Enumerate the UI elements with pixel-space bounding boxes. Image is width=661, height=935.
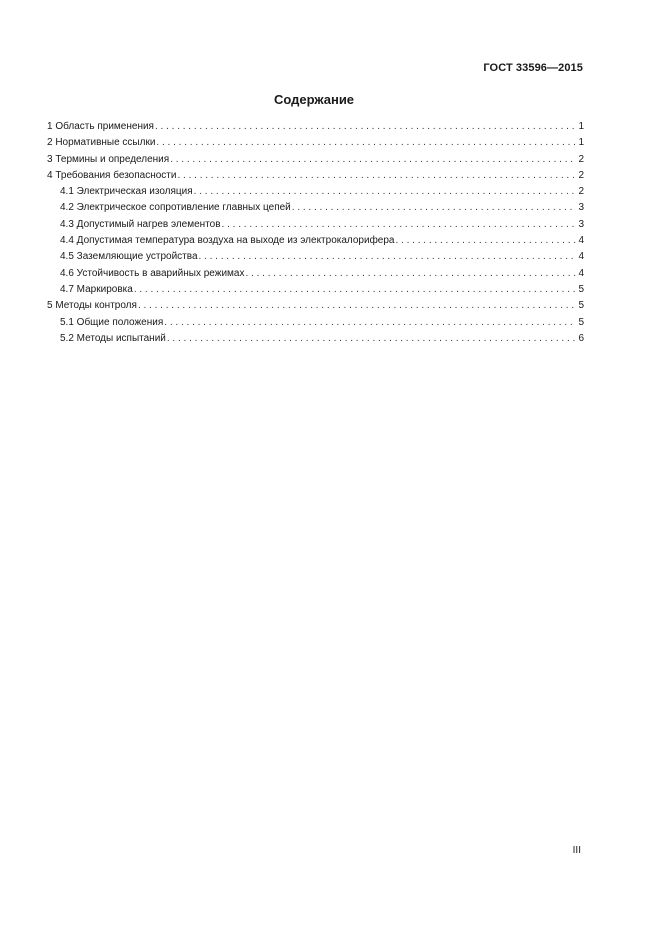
- table-of-contents: [47, 119, 584, 347]
- toc-entry-label: 4.5 Заземляющие устройства: [60, 251, 198, 263]
- document-code: ГОСТ 33596—2015: [483, 62, 583, 74]
- toc-entry-label: 4 Требования безопасности: [47, 169, 177, 181]
- toc-entry-page: 6: [578, 332, 584, 344]
- toc-entry[interactable]: [47, 282, 584, 298]
- toc-dot-leader: [177, 168, 576, 184]
- toc-entry-label: 4.4 Допустимая температура воздуха на выходе из электрокалорифера: [60, 235, 395, 247]
- toc-entry[interactable]: [47, 249, 584, 265]
- toc-entry-page: 3: [578, 202, 584, 214]
- toc-dot-leader: [167, 331, 576, 347]
- toc-dot-leader: [245, 266, 576, 282]
- toc-title: Содержание: [273, 92, 355, 107]
- toc-dot-leader: [170, 152, 576, 168]
- toc-dot-leader: [194, 184, 576, 200]
- toc-dot-leader: [156, 135, 576, 151]
- toc-dot-leader: [134, 282, 576, 298]
- toc-entry-page: 5: [578, 300, 584, 312]
- toc-entry-label: 2 Нормативные ссылки: [47, 137, 156, 149]
- toc-entry-label: 4.1 Электрическая изоляция: [60, 186, 193, 198]
- toc-entry-page: 2: [578, 153, 584, 165]
- toc-entry[interactable]: [47, 233, 584, 249]
- toc-entry-label: 4.3 Допустимый нагрев элементов: [60, 218, 221, 230]
- toc-entry[interactable]: [47, 135, 584, 151]
- toc-entry[interactable]: [47, 200, 584, 216]
- toc-entry-label: 4.2 Электрическое сопротивление главных цепей: [60, 202, 291, 214]
- toc-entry-label: 3 Термины и определения: [47, 153, 170, 165]
- toc-entry-label: 5 Методы контроля: [47, 300, 137, 312]
- toc-entry-page: 5: [578, 283, 584, 295]
- toc-entry-label: 1 Область применения: [47, 121, 154, 132]
- page-number: III: [572, 845, 581, 856]
- toc-entry[interactable]: [47, 217, 584, 233]
- toc-dot-leader: [292, 200, 576, 216]
- toc-dot-leader: [164, 315, 576, 331]
- toc-entry[interactable]: [47, 119, 584, 135]
- toc-entry[interactable]: [47, 168, 584, 184]
- toc-entry-page: 4: [578, 267, 584, 279]
- toc-entry-page: 2: [578, 186, 584, 198]
- toc-entry[interactable]: [47, 298, 584, 314]
- toc-entry[interactable]: [47, 152, 584, 168]
- toc-entry[interactable]: [47, 315, 584, 331]
- toc-entry-label: 4.6 Устойчивость в аварийных режимах: [60, 267, 245, 279]
- toc-entry-page: 3: [578, 218, 584, 230]
- toc-entry-page: 1: [578, 137, 584, 149]
- toc-entry-label: 5.1 Общие положения: [60, 316, 164, 328]
- toc-entry-label: 5.2 Методы испытаний: [60, 332, 166, 344]
- toc-entry[interactable]: [47, 266, 584, 282]
- toc-dot-leader: [222, 217, 576, 233]
- toc-entry[interactable]: [47, 331, 584, 347]
- toc-entry-page: 4: [578, 251, 584, 263]
- toc-entry[interactable]: [47, 184, 584, 200]
- toc-dot-leader: [199, 249, 577, 265]
- toc-entry-page: 2: [578, 169, 584, 181]
- toc-entry-label: 4.7 Маркировка: [60, 283, 133, 295]
- toc-entry-page: 4: [578, 235, 584, 247]
- toc-entry-page: 5: [578, 316, 584, 328]
- toc-dot-leader: [155, 119, 576, 135]
- toc-dot-leader: [395, 233, 576, 249]
- toc-dot-leader: [138, 298, 576, 314]
- toc-entry-page: 1: [578, 121, 584, 132]
